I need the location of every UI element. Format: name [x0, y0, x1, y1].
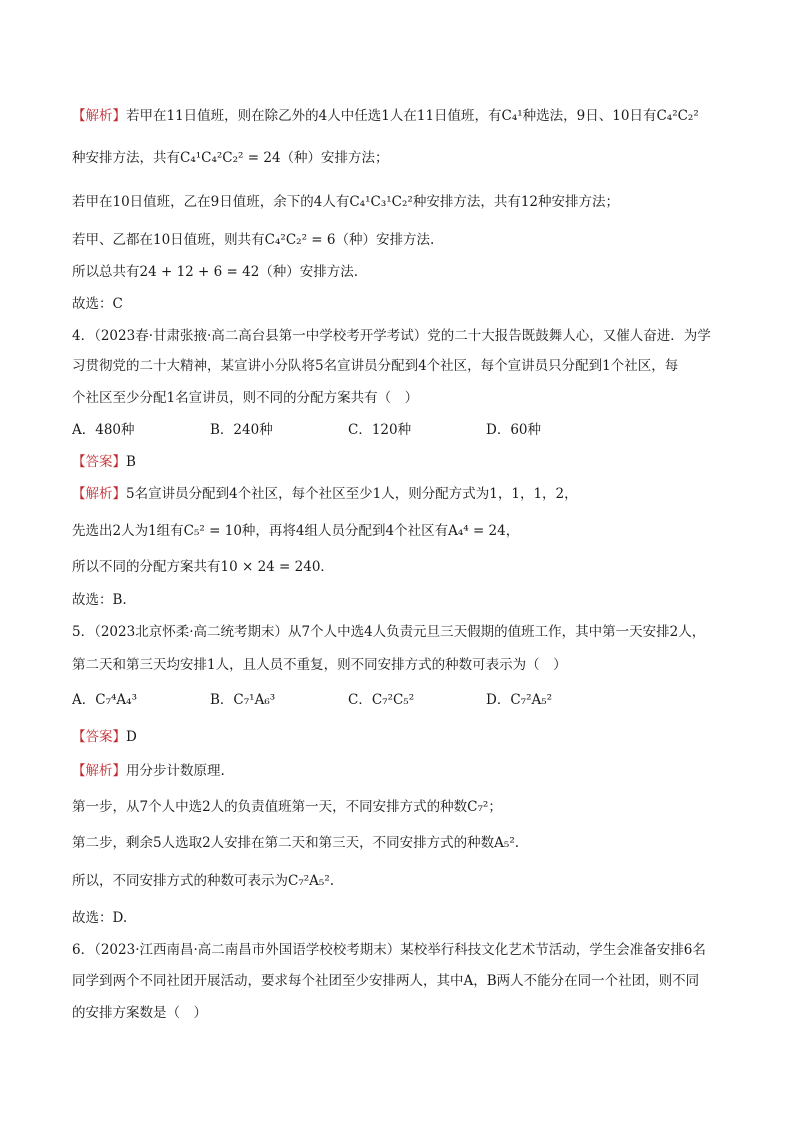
q4-stem-line3: 个社区至少分配1名宣讲员，则不同的分配方案共有（ ） — [72, 390, 419, 406]
q4-choose: 故选：B. — [72, 592, 127, 608]
q5-options — [72, 690, 732, 710]
answer-label: 【答案】 — [72, 729, 126, 745]
q5-analysis-line1: 【解析】用分步计数原理. — [72, 763, 225, 779]
q4-analysis-line3: 所以不同的分配方案共有10 × 24 = 240． — [72, 559, 334, 575]
q5-stem-line1: 5．（2023北京怀柔·高二统考期末）从7个人中选4人负责元旦三天假期的值班工作，其中第一天安排2人， — [72, 624, 706, 640]
q3-choose: 故选：C — [72, 296, 123, 312]
q4-stem-line2: 习贯彻党的二十大精神，某宣讲小分队将5名宣讲员分配到4个社区，每个宣讲员只分配到1个社区，每 — [72, 358, 679, 374]
q3-analysis-line3: 若甲在10日值班，乙在9日值班，余下的4人有C₄¹C₃¹C₂²种安排方法，共有12种安排方法； — [72, 194, 619, 210]
q4-options — [72, 420, 732, 440]
analysis-label: 【解析】 — [72, 486, 126, 502]
q5-option-a: A．C₇⁴A₄³ — [72, 692, 137, 708]
q5-analysis-line3: 第二步，剩余5人选取2人安排在第二天和第三天，不同安排方式的种数A₅². — [72, 835, 520, 851]
q6-stem-line3: 的安排方案数是（ ） — [72, 1005, 207, 1021]
q5-answer: 【答案】D — [72, 729, 137, 745]
q4-analysis-line1: 【解析】5名宣讲员分配到4个社区，每个社区至少1人，则分配方式为1，1，1，2， — [72, 486, 578, 502]
analysis-label: 【解析】 — [72, 108, 126, 124]
q4-option-d: D．60种 — [486, 422, 542, 438]
q5-choose: 故选：D. — [72, 910, 128, 926]
q3-analysis-line1: 【解析】若甲在11日值班，则在除乙外的4人中任选1人在11日值班，有C₄¹种选法，9日、10日有C₄²C₂² — [72, 108, 699, 124]
q5-analysis-line4: 所以，不同安排方式的种数可表示为C₇²A₅². — [72, 873, 335, 889]
q4-stem-line1: 4．（2023春·甘肃张掖·高二高台县第一中学校考开学考试）党的二十大报告既鼓舞人心，又催人奋进．为学 — [72, 328, 711, 344]
q4-answer: 【答案】B — [72, 454, 136, 470]
q5-option-b: B．C₇¹A₆³ — [210, 692, 276, 708]
q4-option-a: A．480种 — [72, 422, 135, 438]
q3-analysis-line4: 若甲、乙都在10日值班，则共有C₄²C₂² = 6（种）安排方法. — [72, 232, 435, 248]
q4-analysis-line2: 先选出2人为1组有C₅² = 10种，再将4组人员分配到4个社区有A₄⁴ = 24， — [72, 523, 520, 539]
q4-option-b: B．240种 — [210, 422, 273, 438]
q6-stem-line2: 同学到两个不同社团开展活动，要求每个社团至少安排两人，其中A，B两人不能分在同一个社团，则不同 — [72, 973, 700, 989]
q5-stem-line2: 第二天和第三天均安排1人，且人员不重复，则不同安排方式的种数可表示为（ ） — [72, 657, 567, 673]
q5-option-c: C．C₇²C₅² — [348, 692, 415, 708]
answer-label: 【答案】 — [72, 454, 126, 470]
q4-option-c: C．120种 — [348, 422, 412, 438]
q3-analysis-line2: 种安排方法，共有C₄¹C₄²C₂² = 24（种）安排方法； — [72, 150, 389, 166]
q3-analysis-line5: 所以总共有24 + 12 + 6 = 42（种）安排方法. — [72, 264, 359, 280]
analysis-label: 【解析】 — [72, 763, 126, 779]
q5-option-d: D．C₇²A₅² — [486, 692, 553, 708]
q6-stem-line1: 6．（2023·江西南昌·高二南昌市外国语学校校考期末）某校举行科技文化艺术节活动，学生会准备安排6名 — [72, 942, 706, 958]
q5-analysis-line2: 第一步，从7个人中选2人的负责值班第一天，不同安排方式的种数C₇²； — [72, 799, 502, 815]
